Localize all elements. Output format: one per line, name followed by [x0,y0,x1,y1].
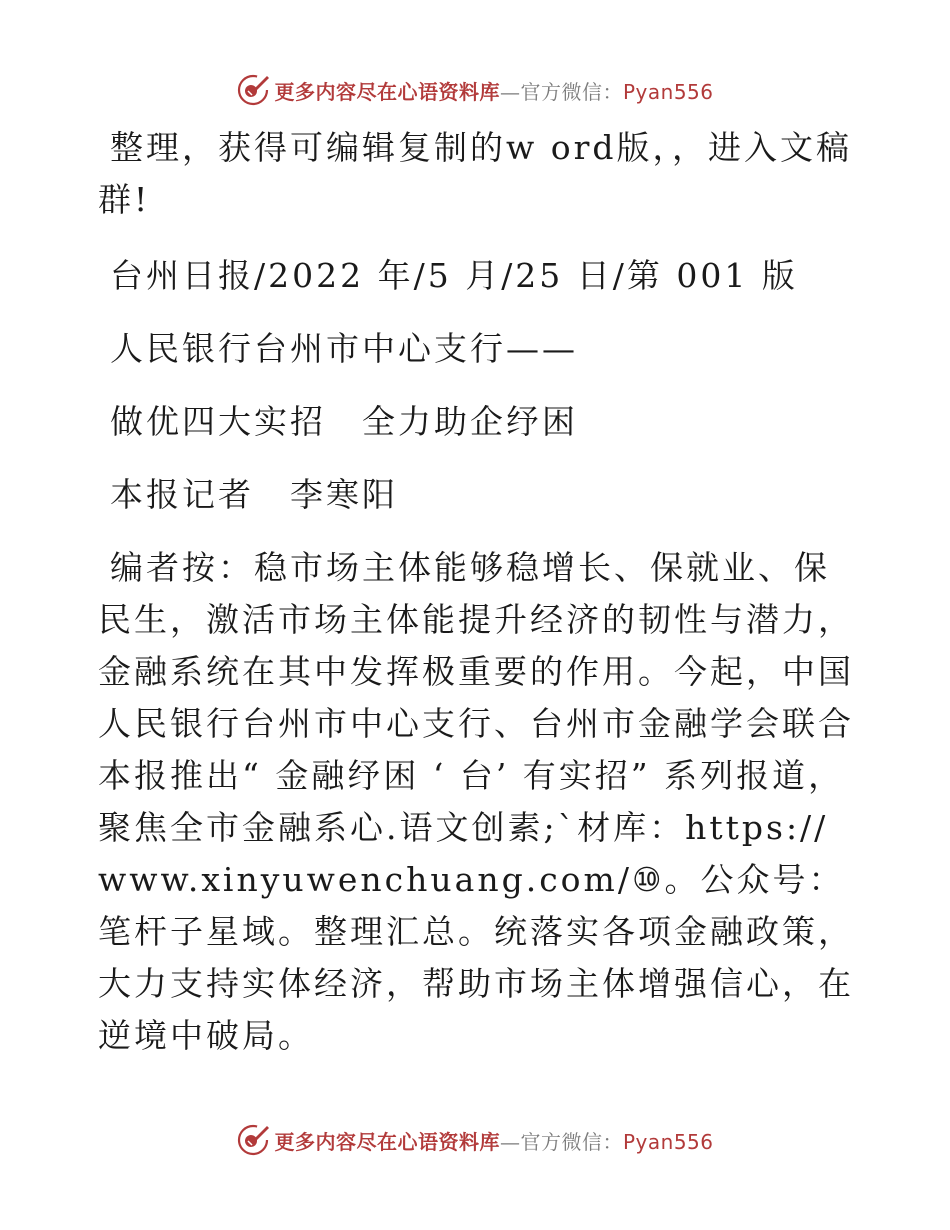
banner-wechat-id: Pyan556 [622,79,714,104]
banner-text [274,1126,713,1155]
intro-paragraph: 整理，获得可编辑复制的w ord版，，进入文稿群! [98,128,853,219]
source-line: 台州日报/2022 年/5 月/25 日/第 001 版 [110,256,798,295]
footer-banner [0,1120,950,1160]
org-line: 人民银行台州市中心支行—— [110,329,578,368]
banner-text [274,76,713,105]
header-banner [0,70,950,110]
banner-main-text: 更多内容尽在心语资料库 [274,79,500,104]
editor-note: 编者按：稳市场主体能够稳增长、保就业、保民生，激活市场主体能提升经济的韧性与潜力，金融系统在其中发挥极重要的作用。今起，中国人民银行台州市中心支行、台州市金融学会联合本报推出“ 金融纾困 ‘ 台’ 有实招” 系列报道，聚焦全市金融系心.语文创素;`材库：https://www.xinyuwenchuang.com/⑩。公众号：笔杆子星域。整理汇总。统落实各项金融政策，大力支持实体经济，帮助市场主体增强信心，在逆境中破局。 [98,548,854,1055]
pen-circle-logo-icon [236,1123,270,1157]
pen-circle-logo-icon [236,73,270,107]
byline: 本报记者 李寒阳 [110,475,398,514]
headline: 做优四大实招 全力助企纾困 [110,402,578,441]
banner-dash-text: —官方微信： [499,1129,623,1154]
banner-wechat-id: Pyan556 [622,1129,714,1154]
banner-main-text: 更多内容尽在心语资料库 [274,1129,500,1154]
article-body [98,122,858,1062]
banner-dash-text: —官方微信： [499,79,623,104]
